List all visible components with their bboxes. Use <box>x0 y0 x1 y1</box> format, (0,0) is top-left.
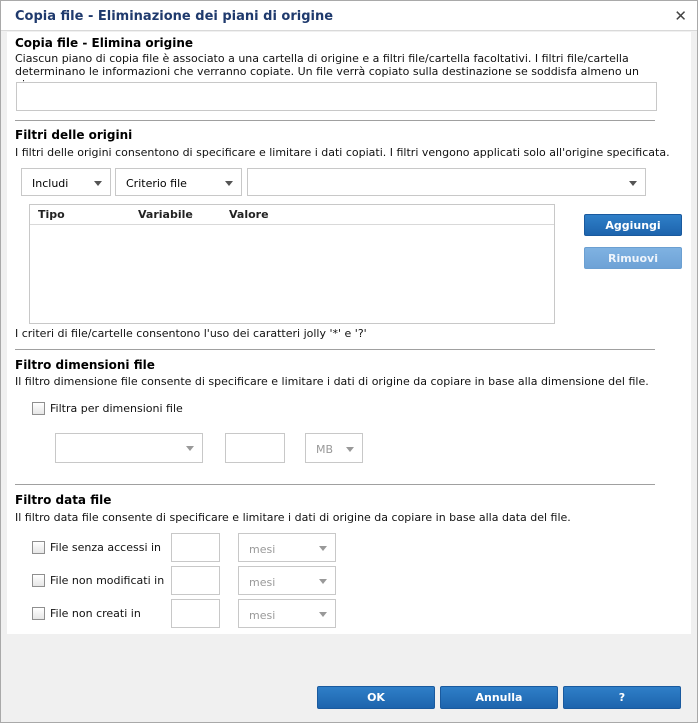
chevron-down-icon <box>225 181 233 186</box>
close-icon[interactable]: ✕ <box>674 7 687 25</box>
no-access-label[interactable]: File senza accessi in <box>50 541 162 554</box>
source-folder-input[interactable] <box>16 82 657 111</box>
help-button[interactable]: ? <box>563 686 681 709</box>
wildcard-note: I criteri di file/cartelle consentono l'uso dei caratteri jolly '*' e '?' <box>15 327 367 340</box>
size-unit-select[interactable] <box>305 433 363 463</box>
dialog-title: Copia file - Eliminazione dei piani di origine <box>15 9 334 24</box>
not-created-checkbox[interactable] <box>32 607 45 620</box>
not-created-unit-value: mesi <box>249 609 276 622</box>
not-modified-checkbox[interactable] <box>32 574 45 587</box>
chevron-down-icon <box>186 446 194 451</box>
chevron-down-icon <box>319 546 327 551</box>
no-access-value-input[interactable] <box>171 533 220 562</box>
criteria-select[interactable] <box>115 168 242 196</box>
copy-section-description: Ciascun piano di copia file è associato a una cartella di origine e a filtri file/cartella facoltativi. I filtri file/cartella determinano le informazioni che verranno copiate. Un file verrà copiato sulla destinazione se soddisfa almeno un <box>15 52 639 78</box>
include-select-value: Includi <box>32 177 69 190</box>
chevron-down-icon <box>319 612 327 617</box>
not-modified-unit-value: mesi <box>249 576 276 589</box>
not-modified-unit-select[interactable] <box>238 566 336 595</box>
pattern-combobox[interactable] <box>247 168 646 196</box>
date-filter-description: Il filtro data file consente di specificare e limitare i dati di origine da copiare in base alla data del file. <box>15 511 571 524</box>
filters-list[interactable] <box>29 204 555 324</box>
no-access-unit-value: mesi <box>249 543 276 556</box>
size-filter-description: Il filtro dimensione file consente di specificare e limitare i dati di origine da copiare in base alla dimensione del file. <box>15 375 649 388</box>
size-unit-value: MB <box>316 443 334 456</box>
add-button[interactable]: Aggiungi <box>584 214 682 236</box>
no-access-checkbox[interactable] <box>32 541 45 554</box>
column-header-valore[interactable]: Valore <box>229 208 269 221</box>
remove-button[interactable]: Rimuovi <box>584 247 682 269</box>
date-filter-title: Filtro data file <box>15 493 112 507</box>
not-created-unit-select[interactable] <box>238 599 336 628</box>
filters-list-header <box>30 205 554 225</box>
source-filters-description: I filtri delle origini consentono di specificare e limitare i dati copiati. I filtri vengono applicati solo all'origine specificata. <box>15 146 670 159</box>
criteria-select-value: Criterio file <box>126 177 187 190</box>
dialog-content <box>7 32 691 634</box>
size-value-input[interactable] <box>225 433 285 463</box>
cancel-button[interactable]: Annulla <box>440 686 558 709</box>
size-comparison-select[interactable] <box>55 433 203 463</box>
copy-section-title: Copia file - Elimina origine <box>15 36 194 50</box>
divider <box>15 484 655 485</box>
column-header-variabile[interactable]: Variabile <box>138 208 193 221</box>
divider <box>15 349 655 350</box>
column-header-tipo[interactable]: Tipo <box>38 208 65 221</box>
ok-button[interactable]: OK <box>317 686 435 709</box>
chevron-down-icon <box>346 447 354 452</box>
not-created-label[interactable]: File non creati in <box>50 607 141 620</box>
not-modified-value-input[interactable] <box>171 566 220 595</box>
size-filter-checkbox[interactable] <box>32 402 45 415</box>
divider <box>15 120 655 121</box>
no-access-unit-select[interactable] <box>238 533 336 562</box>
dialog-titlebar <box>1 1 697 31</box>
chevron-down-icon <box>319 579 327 584</box>
size-filter-checkbox-label[interactable]: Filtra per dimensioni file <box>50 402 183 415</box>
chevron-down-icon <box>94 181 102 186</box>
size-filter-title: Filtro dimensioni file <box>15 358 155 372</box>
not-created-value-input[interactable] <box>171 599 220 628</box>
not-modified-label[interactable]: File non modificati in <box>50 574 165 587</box>
source-filters-title: Filtri delle origini <box>15 128 133 142</box>
include-select[interactable] <box>21 168 111 196</box>
chevron-down-icon <box>629 181 637 186</box>
